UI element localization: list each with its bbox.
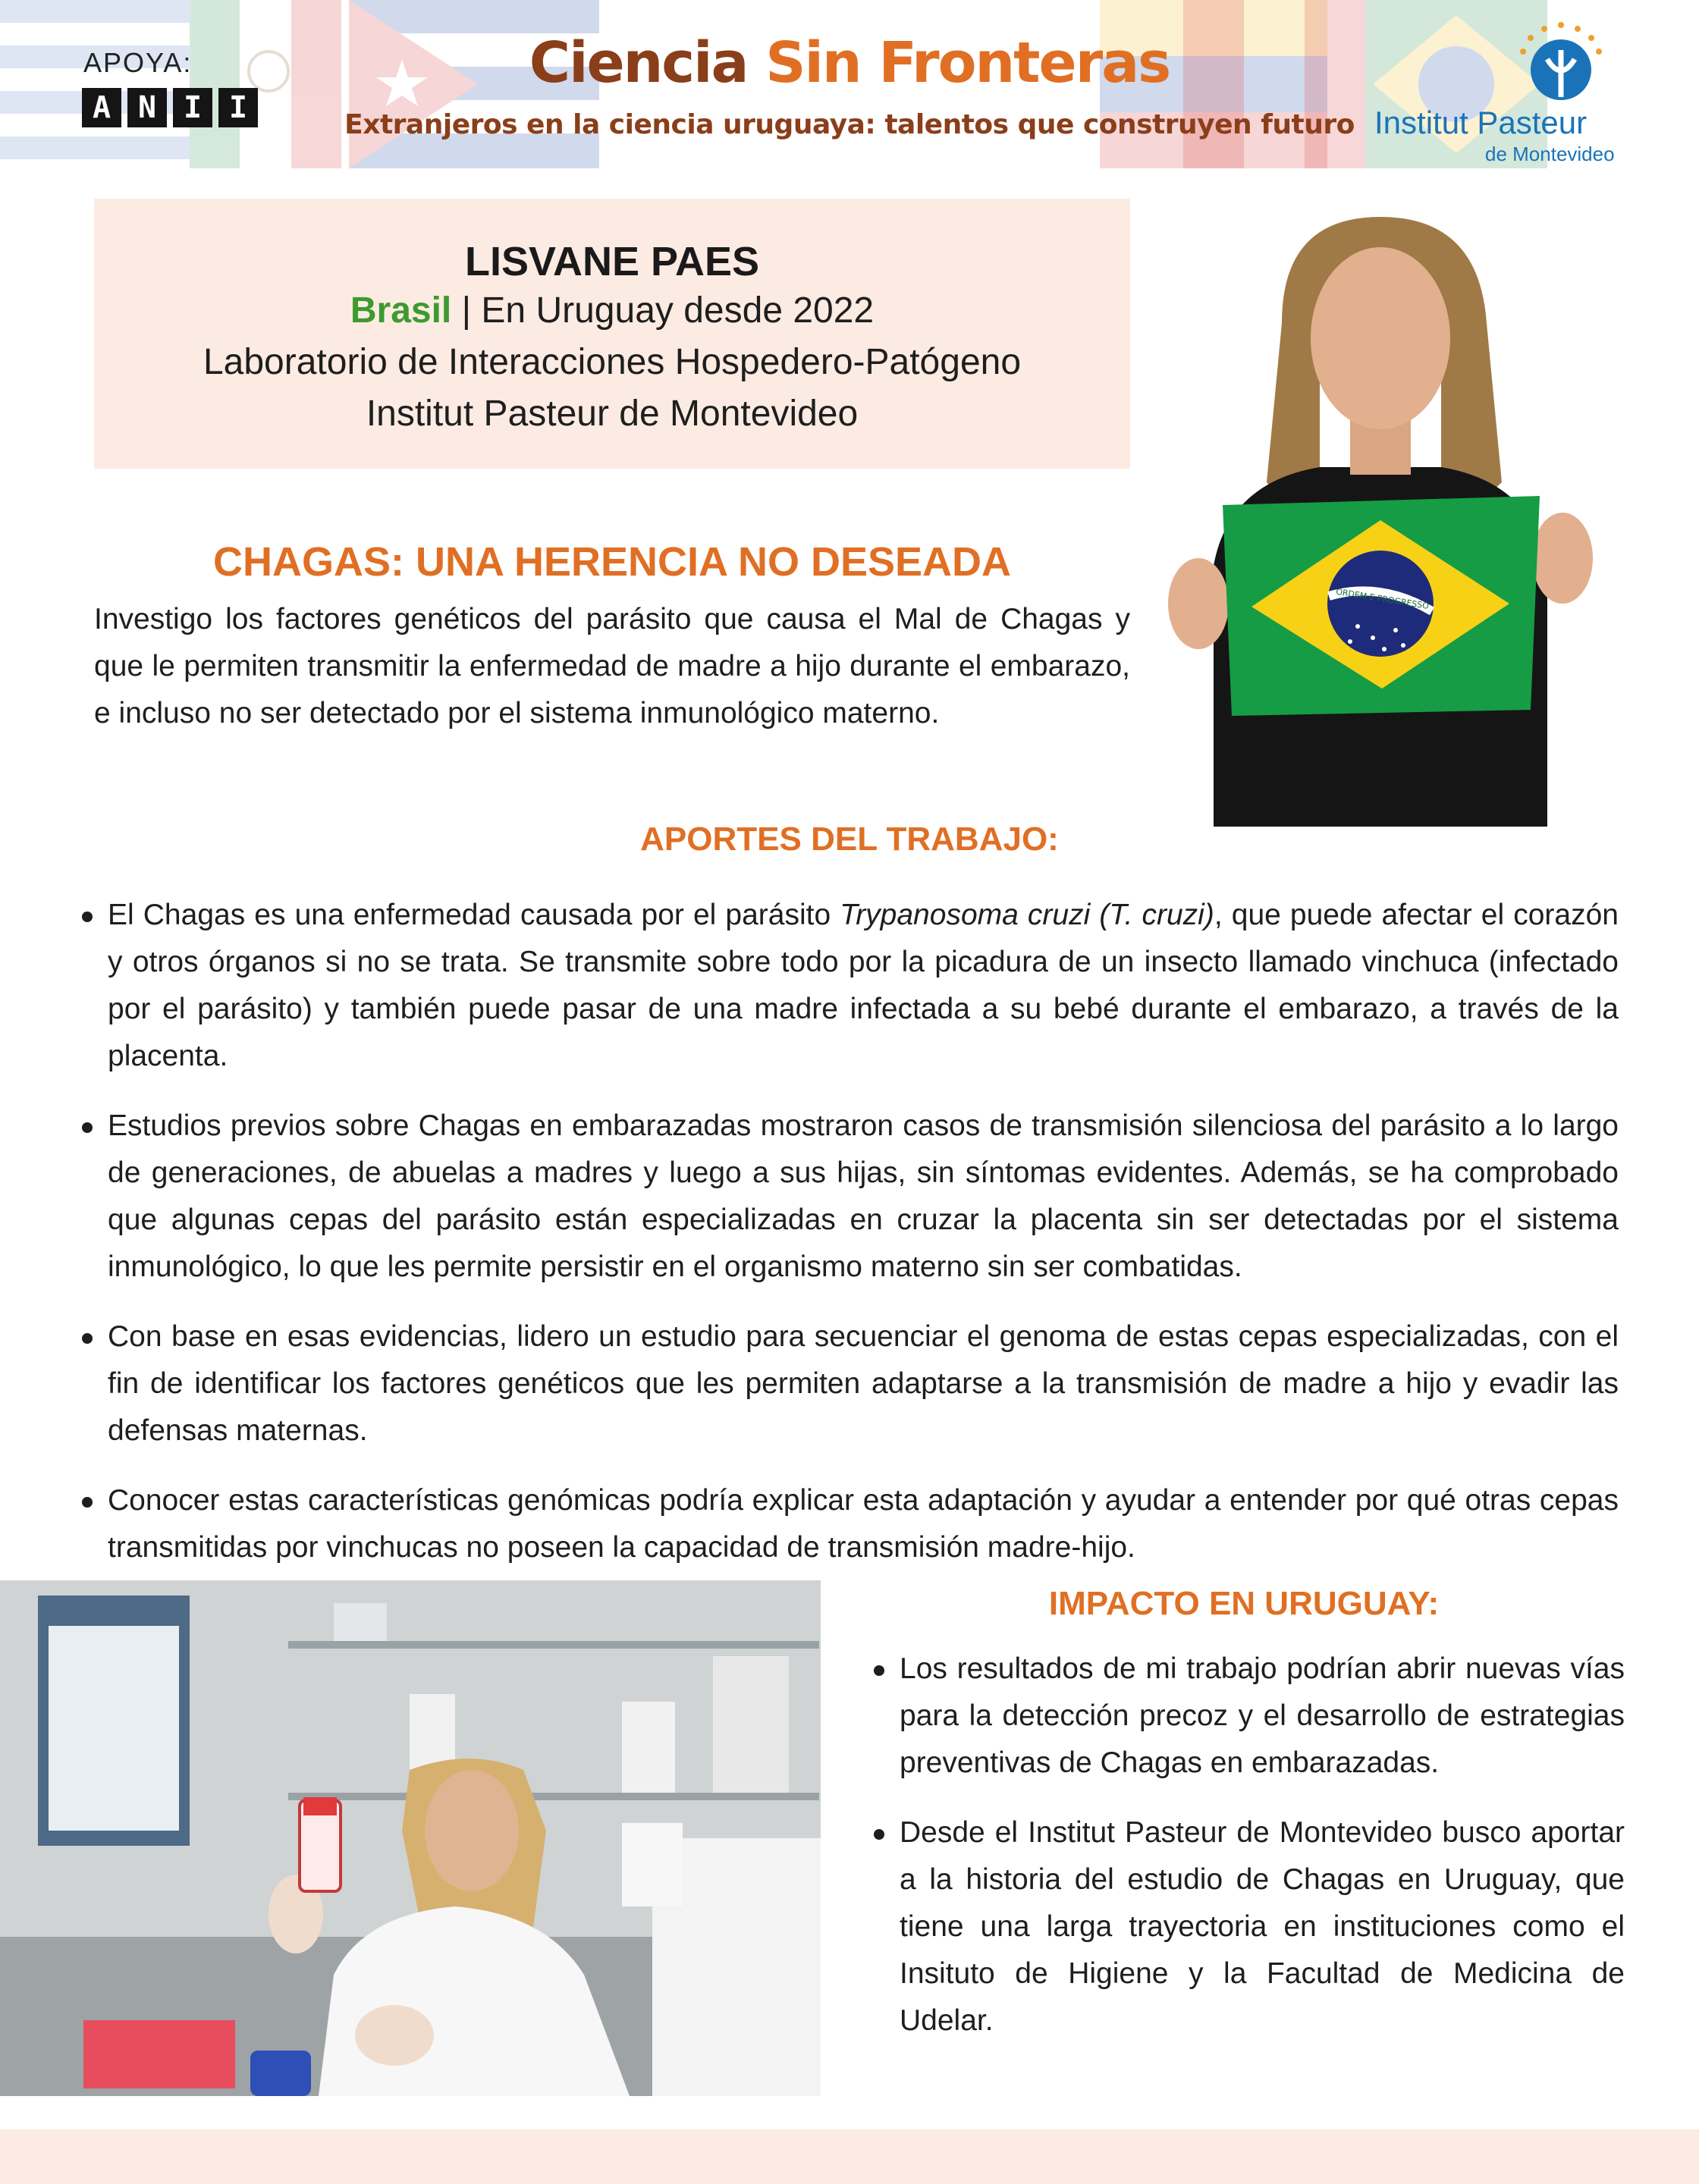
aportes-heading: APORTES DEL TRABAJO:: [640, 821, 1059, 858]
list-item: Conocer estas características genómicas podría explicar esta adaptación y ayudar a entender por qué otras cepas transmitidas por vinchucas no poseen la capacidad de transmisión madre-hijo.: [80, 1477, 1619, 1571]
anii-logo-letter: A: [82, 88, 121, 127]
research-intro: Investigo los factores genéticos del parásito que causa el Mal de Chagas y que le permiten transmitir la enfermedad de madre a hijo durante el embarazo, e incluso no ser detectado por el sistema inmunológico materno.: [94, 603, 1130, 730]
profile-box: [94, 199, 1130, 469]
institution-name: Institut Pasteur de Montevideo: [366, 394, 859, 434]
flag-motto: ORDEM E PROGRESSO: [1335, 586, 1430, 611]
anii-logo-letter: I: [218, 88, 258, 127]
institut-pasteur-logo: [1374, 15, 1625, 165]
portrait-photo: [1168, 209, 1593, 827]
list-item: Desde el Institut Pasteur de Montevideo busco aportar a la historia del estudio de Chagas en Uruguay, que tiene una larga trayectoria en instituciones como el Insituto de Higiene y la Facultad de Medicina de Udelar.: [872, 1809, 1625, 2044]
aportes-list: [80, 892, 1619, 1594]
header-banner: [0, 0, 1699, 168]
impacto-list: [872, 1646, 1625, 2067]
lab-photo: [0, 1580, 821, 2096]
pasteur-emblem-icon: [1508, 21, 1614, 106]
page-subtitle: Extranjeros en la ciencia uruguaya: talentos que construyen futuro: [344, 109, 1355, 140]
supporter-label: APOYA:: [83, 47, 193, 78]
brazil-flag: [1223, 496, 1540, 716]
country-name: Brasil: [350, 290, 452, 331]
title-part-ciencia: Ciencia: [529, 30, 748, 96]
title-part-sin-fronteras: Sin Fronteras: [765, 30, 1170, 96]
researcher-name: LISVANE PAES: [464, 239, 760, 284]
laboratory-name: Laboratorio de Interacciones Hospedero-Patógeno: [203, 342, 1022, 382]
impacto-heading: IMPACTO EN URUGUAY:: [1048, 1585, 1440, 1622]
anii-logo-letter: I: [173, 88, 212, 127]
list-item: Los resultados de mi trabajo podrían abrir nuevas vías para la detección precoz y el desarrollo de estrategias preventivas de Chagas en embarazadas.: [872, 1646, 1625, 1787]
arrival-year: | En Uruguay desde 2022: [461, 290, 875, 331]
footer-band: [0, 2129, 1699, 2184]
research-heading: CHAGAS: UNA HERENCIA NO DESEADA: [212, 539, 1012, 585]
species-name: Trypanosoma cruzi (T. cruzi): [840, 899, 1214, 931]
item-text-start: El Chagas es una enfermedad causada por el parásito: [108, 899, 840, 931]
anii-logo-letter: N: [127, 88, 167, 127]
origin-line: [94, 285, 1130, 337]
institut-pasteur-subname: de Montevideo: [1485, 143, 1615, 165]
list-item: [80, 892, 1619, 1080]
list-item: Con base en esas evidencias, lidero un estudio para secuenciar el genoma de estas cepas especializadas, con el fin de identificar los factores genéticos que les permiten adaptarse a la transmisión de madre a hijo y evadir las defensas maternas.: [80, 1313, 1619, 1454]
list-item: Estudios previos sobre Chagas en embarazadas mostraron casos de transmisión silenciosa del parásito a lo largo de generaciones, de abuelas a madres y luego a sus hijas, sin síntomas evidentes. Además, se ha comprobado que algunas cepas del parásito están especializadas en cruzar la placenta sin ser detectadas por el sistema inmunológico, lo que les permite persistir en el organismo materno sin ser combatidas.: [80, 1103, 1619, 1291]
institut-pasteur-name: Institut Pasteur: [1374, 105, 1588, 140]
item-text-end: , que puede afectar el corazón y otros órganos si no se trata. Se transmite sobre todo por la picadura de un insecto llamado vinchuca (infectado por el parásito) y también puede pasar de una madre infectada a su bebé durante el embarazo, a través de la placenta.: [108, 899, 1619, 1072]
